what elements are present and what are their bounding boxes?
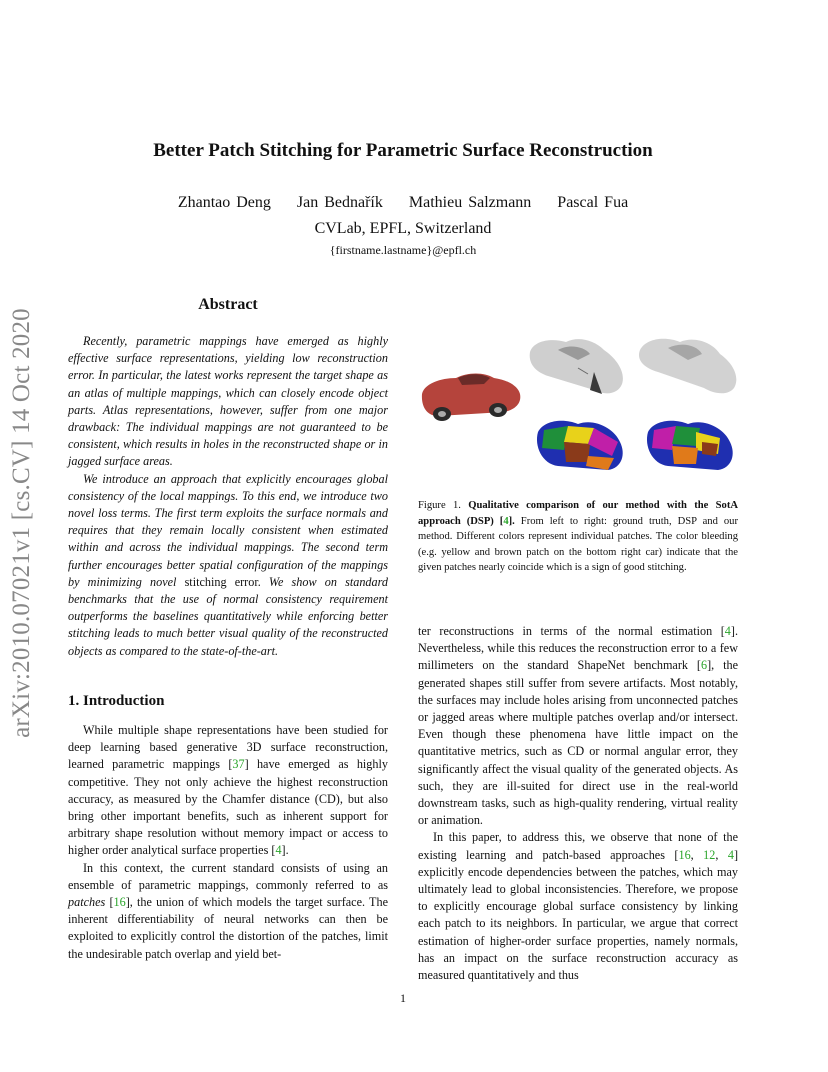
- arxiv-id-text: arXiv:2010.07021v1 [cs.CV] 14 Oct 2020: [8, 308, 35, 738]
- citation-link[interactable]: 16: [678, 847, 691, 862]
- upright-term: stitching error.: [184, 574, 261, 589]
- intro-paragraph: ter reconstructions in terms of the normal estimation [4]. Nevertheless, while this reduces the reconstruction error to a few millimeters on the standard ShapeNet benchmark [6], the generated shapes still suffer from severe artifacts. Most notably, the surfaces may include holes arising from unconnected patches or jagged areas where multiple patches overlap and/or intersect. Even though these phenomena have little impact on the quantitative metrics, such as CD or normal angular error, they significantly affect the visual quality of the generated objects. As such, they are ill-suited for direct use in the real-world downstream tasks, such as high-quality rendering, virtual reality or animation.: [418, 624, 738, 828]
- author: Mathieu Salzmann: [408, 194, 532, 211]
- affiliation: CVLab, EPFL, Switzerland: [314, 220, 492, 237]
- abstract-body: [68, 333, 388, 660]
- citation-link[interactable]: 16: [113, 895, 126, 910]
- citation-link[interactable]: 6: [700, 658, 708, 673]
- email: {firstname.lastname}@epfl.ch: [329, 243, 477, 257]
- intro-paragraph: While multiple shape representations have been studied for deep learning based generative 3D surface reconstruction, learned parametric mappings [37] have emerged as highly competitive. They not only achieve the highest reconstruction accuracy, as measured by the Chamfer distance (CD), but also bring other important benefits, such as inherent support for arbitrary shape resolution without memory impact or access to higher order analytical surface properties [4].: [68, 723, 388, 858]
- figure-1-image: [418, 332, 740, 482]
- section-heading: 1. Introduction: [68, 693, 165, 709]
- abstract-paragraph: We introduce an approach that explicitly encourages global consistency of the local mappings. To this end, we introduce two novel loss terms. The first term exploits the surface normals and requires that they remain locally consistent when estimated within and across the individual mappings. The second term further encourages better spatial configuration of the mappings by minimizing novel stitching error. We show on standard benchmarks that the use of normal consistency requirement outperforms the baselines quantitatively while enforcing better stitching leads to much better visual quality of the reconstructed objects as compared to the state-of-the-art.: [68, 471, 388, 658]
- ground-truth-car: [422, 374, 520, 422]
- citation-link[interactable]: 4: [727, 847, 734, 862]
- dsp-gray-car: [530, 339, 623, 394]
- dsp-patch-car: [537, 421, 623, 470]
- intro-column-right: [418, 623, 738, 984]
- author: Jan Bednařík: [296, 194, 383, 211]
- author-list: [0, 194, 806, 212]
- citation-link[interactable]: 4: [503, 515, 509, 527]
- citation-link[interactable]: 4: [724, 624, 731, 638]
- author: Pascal Fua: [557, 194, 629, 211]
- abstract-paragraph: Recently, parametric mappings have emerged as highly effective surface representations, yielding low reconstruction error. In particular, the latest works represent the target shape as an atlas of multiple mappings, which can closely encode object parts. Atlas representations, however, suffer from one major drawback: The individual mappings are not guaranteed to be consistent, which results in holes in the reconstructed shape or in jagged surface areas.: [68, 334, 388, 469]
- intro-paragraph: In this paper, to address this, we observe that none of the existing learning and patch-based approaches [16, 12, 4] explicitly encode dependencies between the patches, which may ultimately lead to global inconsistencies. Therefore, we propose to explicitly encourage global surface consistency by linking each patch to its neighbors. In particular, we argue that correct estimation of higher-order surface properties, namely normals, has an impact on the surface reconstruction accuracy as measured quantitatively and thus: [418, 830, 738, 983]
- intro-paragraph: In this context, the current standard consists of using an ensemble of parametric mappings, commonly referred to as patches [16], the union of which models the target surface. The inherent differentiability of neural networks can then be exploited to explicitly control the distortion of the patches, limit the undesirable patch overlap and yield bet-: [68, 860, 388, 961]
- citation-link[interactable]: 4: [275, 843, 282, 858]
- ours-gray-car: [639, 339, 736, 394]
- author: Zhantao Deng: [177, 194, 271, 211]
- citation-link[interactable]: 37: [232, 757, 245, 772]
- emphasis: patches: [68, 895, 106, 910]
- page-number: 1: [400, 991, 406, 1005]
- paper-title: Better Patch Stitching for Parametric Surface Reconstruction: [153, 140, 653, 161]
- arxiv-identifier: [4, 288, 40, 758]
- intro-column-left: [68, 722, 388, 963]
- ours-patch-car: [647, 421, 733, 470]
- abstract-heading: Abstract: [198, 296, 258, 313]
- citation-link[interactable]: 12: [703, 847, 716, 862]
- figure-1-caption: Figure 1. Qualitative comparison of our method with the SotA approach (DSP) [4]. From left to right: ground truth, DSP and our method. Different colors represent individual patches. The color bleeding (e.g. yellow and brown patch on the bottom right car) indicate that the given patches nearly coincide which is a sign of good stitching.: [418, 500, 739, 574]
